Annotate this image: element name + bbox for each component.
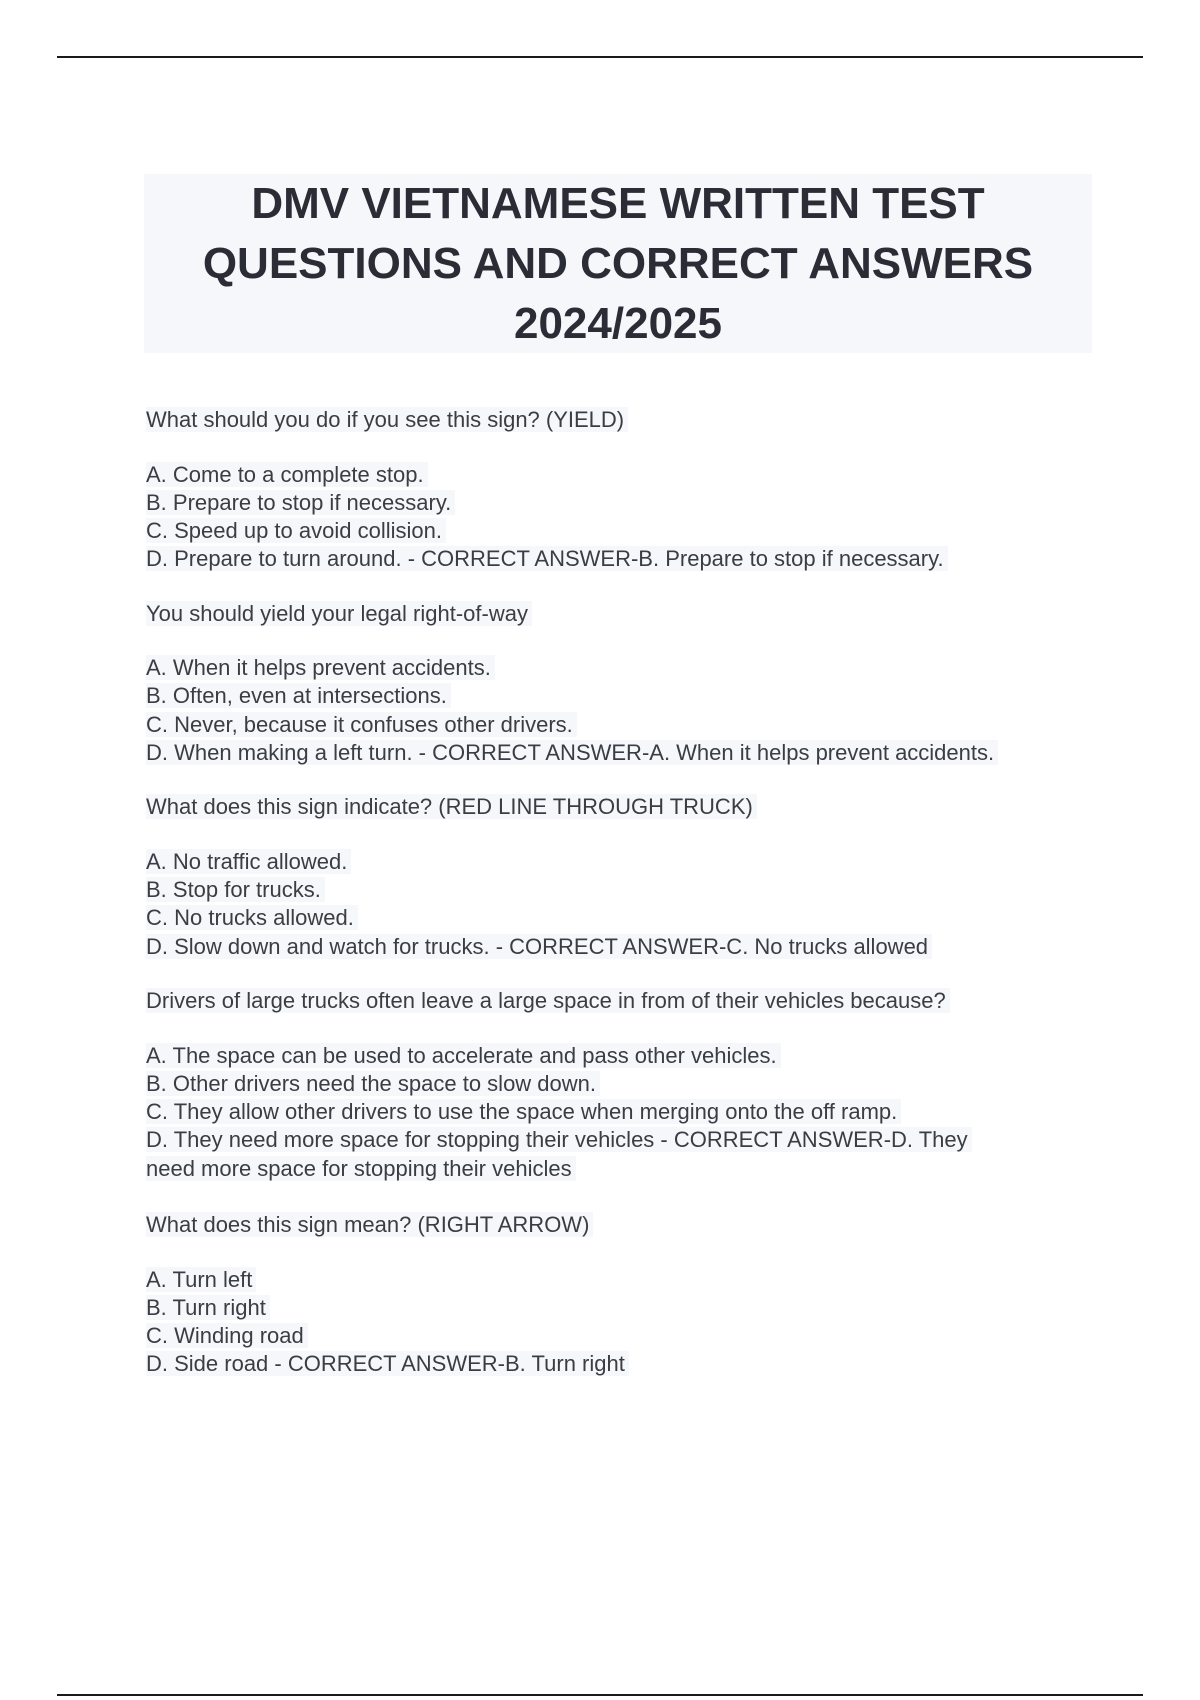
answer-option-with-correct-answer: D. Prepare to turn around. - CORRECT ANSWER-B. Prepare to stop if necessary. bbox=[146, 545, 1096, 573]
title-line-1: DMV VIETNAMESE WRITTEN TEST bbox=[251, 178, 985, 228]
title-banner bbox=[144, 174, 1092, 353]
answer-option-with-correct-answer: D. Side road - CORRECT ANSWER-B. Turn right bbox=[146, 1350, 1096, 1378]
answer-option: B. Prepare to stop if necessary. bbox=[146, 489, 1096, 517]
answer-option: C. Winding road bbox=[146, 1322, 1096, 1350]
title-line-3: 2024/2025 bbox=[513, 298, 722, 348]
question-text: What should you do if you see this sign? (YIELD) bbox=[146, 406, 1096, 435]
answer-option: B. Often, even at intersections. bbox=[146, 682, 1096, 710]
question-list bbox=[146, 406, 1096, 1405]
answer-option-with-correct-answer: D. They need more space for stopping their vehicles - CORRECT ANSWER-D. They bbox=[146, 1126, 1096, 1154]
title-line-2: QUESTIONS AND CORRECT ANSWERS bbox=[202, 238, 1034, 288]
question-text: Drivers of large trucks often leave a large space in from of their vehicles because? bbox=[146, 987, 1096, 1016]
question-text: What does this sign mean? (RIGHT ARROW) bbox=[146, 1211, 1096, 1240]
document-title bbox=[203, 174, 1033, 354]
answer-option: A. Turn left bbox=[146, 1266, 1096, 1294]
answer-option: C. No trucks allowed. bbox=[146, 904, 1096, 932]
question-block bbox=[146, 1211, 1096, 1379]
answer-option: A. Come to a complete stop. bbox=[146, 461, 1096, 489]
question-block bbox=[146, 987, 1096, 1183]
answer-option: B. Turn right bbox=[146, 1294, 1096, 1322]
question-text: You should yield your legal right-of-way bbox=[146, 600, 1096, 629]
answer-option-continuation: need more space for stopping their vehicles bbox=[146, 1155, 1096, 1183]
answer-option: C. They allow other drivers to use the space when merging onto the off ramp. bbox=[146, 1098, 1096, 1126]
answer-option: A. When it helps prevent accidents. bbox=[146, 654, 1096, 682]
question-text: What does this sign indicate? (RED LINE THROUGH TRUCK) bbox=[146, 793, 1096, 822]
question-block bbox=[146, 406, 1096, 574]
answer-option-with-correct-answer: D. Slow down and watch for trucks. - CORRECT ANSWER-C. No trucks allowed bbox=[146, 933, 1096, 961]
answer-option: B. Stop for trucks. bbox=[146, 876, 1096, 904]
question-block bbox=[146, 600, 1096, 768]
answer-option-with-correct-answer: D. When making a left turn. - CORRECT ANSWER-A. When it helps prevent accidents. bbox=[146, 739, 1096, 767]
answer-option: B. Other drivers need the space to slow down. bbox=[146, 1070, 1096, 1098]
question-block bbox=[146, 793, 1096, 961]
answer-option: C. Speed up to avoid collision. bbox=[146, 517, 1096, 545]
top-rule bbox=[57, 56, 1143, 58]
answer-option: A. No traffic allowed. bbox=[146, 848, 1096, 876]
bottom-rule bbox=[57, 1694, 1143, 1696]
answer-option: A. The space can be used to accelerate and pass other vehicles. bbox=[146, 1042, 1096, 1070]
answer-option: C. Never, because it confuses other drivers. bbox=[146, 711, 1096, 739]
